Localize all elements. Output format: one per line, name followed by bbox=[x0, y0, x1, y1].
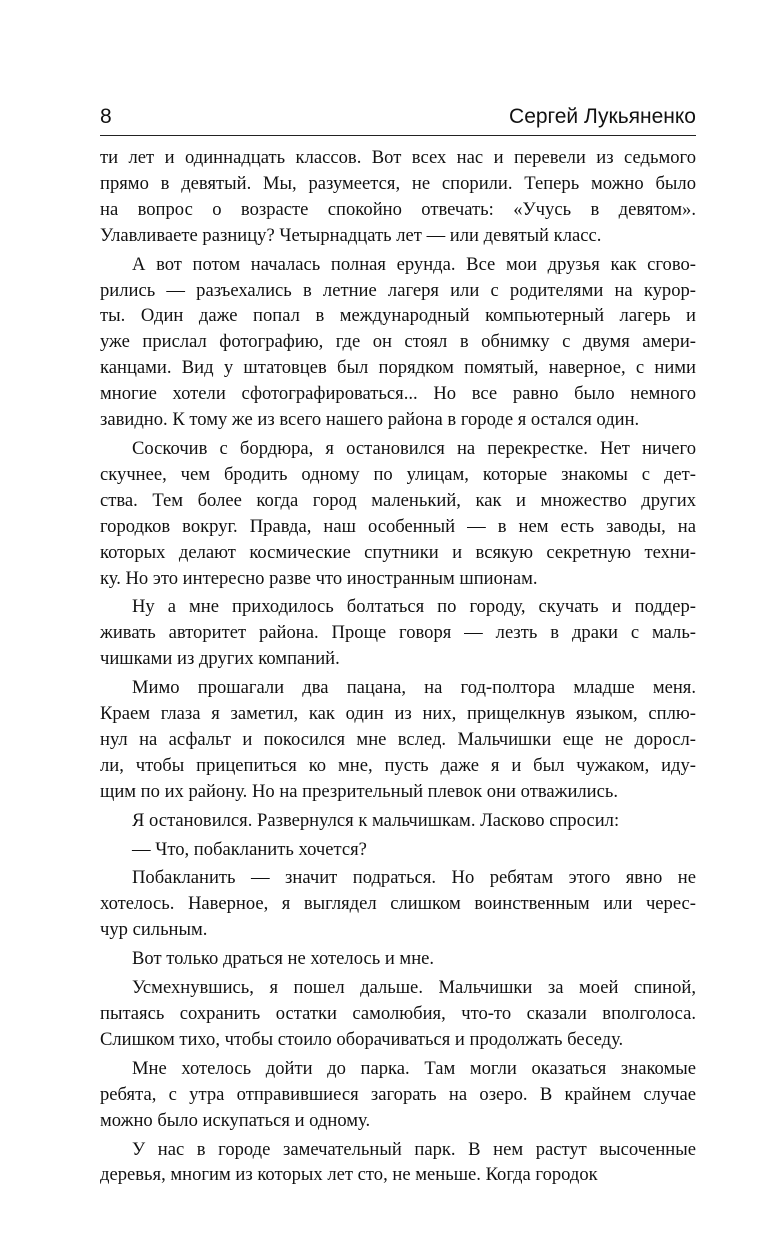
text-line: на вопрос о возрасте спокойно отвечать: «Учусь в девятом». bbox=[100, 198, 696, 220]
paragraph bbox=[100, 975, 696, 1053]
paragraph bbox=[100, 252, 696, 433]
text-line: Улавливаете разницу? Четырнадцать лет — или девятый класс. bbox=[100, 224, 602, 246]
text-line: живать авторитет района. Проще говоря — лезть в драки с маль- bbox=[100, 622, 696, 644]
paragraph bbox=[100, 675, 696, 805]
text-line: Я остановился. Развернулся к мальчишкам. Ласково спросил: bbox=[132, 809, 620, 831]
text-line: ти лет и одиннадцать классов. Вот всех нас и перевели из седьмого bbox=[100, 147, 696, 168]
text-line: У нас в городе замечательный парк. В нем растут высоченные bbox=[132, 1138, 696, 1160]
body-text bbox=[100, 145, 696, 1188]
text-line: уже прислал фотографию, где он стоял в обнимку с двумя амери- bbox=[100, 331, 696, 353]
running-head-author: Сергей Лукьяненко bbox=[509, 105, 696, 128]
text-line: ства. Тем более когда город маленький, как и множество других bbox=[100, 489, 696, 511]
text-line: чур сильным. bbox=[100, 919, 208, 941]
text-line: прямо в девятый. Мы, разумеется, не спорили. Теперь можно было bbox=[100, 172, 696, 194]
text-line: Краем глаза я заметил, как один из них, прищелкнув языком, сплю- bbox=[100, 703, 696, 725]
text-line: завидно. К тому же из всего нашего района в городе я остался один. bbox=[100, 409, 640, 431]
paragraph bbox=[100, 865, 696, 943]
page-number: 8 bbox=[100, 105, 112, 128]
text-line: ты. Один даже попал в международный компьютерный лагерь и bbox=[100, 305, 696, 327]
running-head bbox=[100, 102, 696, 132]
text-line: чишками из других компаний. bbox=[100, 648, 340, 670]
text-line: ли, чтобы прицепиться ко мне, пусть даже я и был чужаком, иду- bbox=[100, 754, 696, 776]
paragraph bbox=[100, 1137, 696, 1189]
text-line: городков вокруг. Правда, наш особенный — в нем есть заводы, на bbox=[100, 515, 696, 537]
text-line: Побакланить — значит подраться. Но ребятам этого явно не bbox=[132, 867, 696, 889]
text-line: Мимо прошагали два пацана, на год-полтора младше меня. bbox=[132, 677, 696, 699]
text-line: скучнее, чем бродить одному по улицам, которые знакомы с дет- bbox=[100, 463, 696, 485]
text-line: Вот только драться не хотелось и мне. bbox=[132, 948, 435, 970]
text-line: многие хотели сфотографироваться... Но все равно было немного bbox=[100, 383, 696, 405]
text-line: Ну а мне приходилось болтаться по городу, скучать и поддер- bbox=[132, 596, 696, 618]
text-line: нул на асфальт и покосился мне вслед. Мальчишки еще не доросл- bbox=[100, 728, 696, 750]
text-line: А вот потом началась полная ерунда. Все мои друзья как сгово- bbox=[132, 253, 696, 275]
header-rule bbox=[100, 135, 696, 136]
text-line: ку. Но это интересно разве что иностранным шпионам. bbox=[100, 567, 538, 589]
text-line: Усмехнувшись, я пошел дальше. Мальчишки за моей спиной, bbox=[132, 977, 696, 999]
paragraph bbox=[100, 1056, 696, 1134]
text-line: хотелось. Наверное, я выглядел слишком воинственным или черес- bbox=[100, 893, 696, 915]
text-line: которых делают космические спутники и всякую секретную техни- bbox=[100, 541, 696, 563]
text-line: Соскочив с бордюра, я остановился на перекрестке. Нет ничего bbox=[132, 437, 696, 459]
text-line: рились — разъехались в летние лагеря или с родителями на курор- bbox=[100, 279, 696, 301]
text-line: щим по их району. Но на презрительный плевок они отважились. bbox=[100, 780, 619, 802]
text-line: Слишком тихо, чтобы стоило оборачиваться и продолжать беседу. bbox=[100, 1028, 624, 1050]
paragraph bbox=[100, 946, 696, 972]
paragraph bbox=[100, 808, 696, 834]
paragraph bbox=[100, 594, 696, 672]
paragraph bbox=[100, 436, 696, 591]
text-line: деревья, многим из которых лет сто, не меньше. Когда городок bbox=[100, 1164, 598, 1186]
paragraph bbox=[100, 837, 696, 863]
text-line: канцами. Вид у штатовцев был порядком помятый, наверное, с ними bbox=[100, 357, 696, 379]
text-line: ребята, с утра отправившиеся загорать на озеро. В крайнем случае bbox=[100, 1083, 696, 1105]
text-line: Мне хотелось дойти до парка. Там могли оказаться знакомые bbox=[132, 1057, 696, 1079]
text-line: пытаясь сохранить остатки самолюбия, что-то сказали вполголоса. bbox=[100, 1003, 696, 1024]
text-line: можно было искупаться и одному. bbox=[100, 1109, 371, 1131]
paragraph bbox=[100, 145, 696, 249]
text-line: — Что, побакланить хочется? bbox=[132, 838, 367, 860]
